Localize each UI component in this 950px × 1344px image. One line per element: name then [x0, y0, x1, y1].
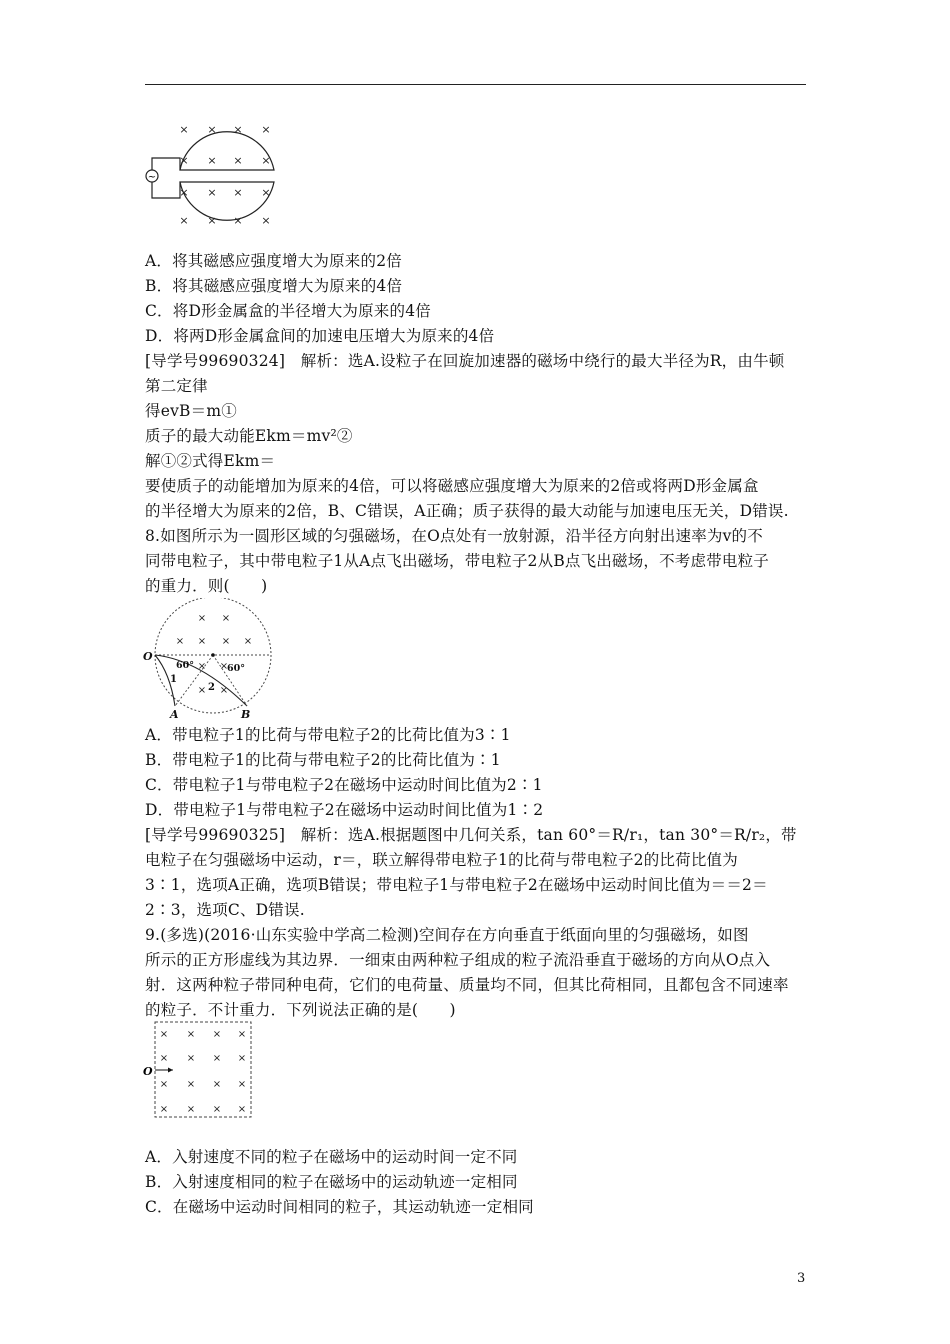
field-mark: × — [261, 154, 271, 167]
field-mark: × — [237, 1079, 247, 1090]
field-mark: × — [233, 186, 243, 199]
q9-option-b: B．入射速度相同的粒子在磁场中的运动轨迹一定相同 — [145, 1173, 518, 1191]
field-mark: × — [237, 1029, 247, 1040]
field-mark: × — [179, 186, 189, 199]
field-mark: × — [243, 636, 253, 647]
field-mark: × — [207, 214, 217, 227]
label-o: O — [143, 1065, 153, 1078]
field-mark: × — [175, 636, 185, 647]
field-mark: × — [207, 123, 217, 136]
field-mark: × — [212, 1104, 222, 1115]
field-mark: × — [186, 1104, 196, 1115]
field-mark: × — [197, 636, 207, 647]
field-mark: × — [159, 1079, 169, 1090]
q7-analysis-line: 解①②式得Ekm＝ — [145, 452, 276, 470]
q8-option-a: A．带电粒子1的比荷与带电粒子2的比荷比值为3∶1 — [145, 726, 511, 744]
label-b: B — [241, 708, 251, 720]
field-mark: × — [186, 1029, 196, 1040]
q7-analysis-line: 要使质子的动能增加为原来的4倍，可以将磁感应强度增大为原来的2倍或将两D形金属盒 — [145, 477, 759, 495]
angle-label-2: 60° — [227, 663, 245, 674]
field-mark: × — [261, 123, 271, 136]
q8-stem-line: 的重力．则( ) — [145, 577, 268, 595]
field-mark: × — [186, 1053, 196, 1064]
field-mark: × — [179, 214, 189, 227]
field-mark: × — [237, 1053, 247, 1064]
q8-option-d: D．带电粒子1与带电粒子2在磁场中运动时间比值为1∶2 — [145, 801, 544, 819]
q8-analysis-line: 3∶1，选项A正确，选项B错误；带电粒子1与带电粒子2在磁场中运动时间比值为＝＝2＝ — [145, 876, 768, 894]
q9-stem-line: 射．这两种粒子带同种电荷，它们的电荷量、质量均不同，但其比荷相同，且都包含不同速率 — [145, 976, 789, 994]
page-number: 3 — [797, 1271, 806, 1286]
field-mark: × — [212, 1079, 222, 1090]
field-mark: × — [221, 636, 231, 647]
q7-analysis-line: 的半径增大为原来的2倍，B、C错误，A正确；质子获得的最大动能与加速电压无关，D错误. — [145, 502, 789, 520]
q7-analysis-line: 得evB＝m① — [145, 402, 237, 420]
q9-option-c: C．在磁场中运动时间相同的粒子，其运动轨迹一定相同 — [145, 1198, 534, 1216]
q9-stem-line: 9.(多选)(2016·山东实验中学高二检测)空间存在方向垂直于纸面向里的匀强磁场，如图 — [145, 926, 749, 944]
header-rule — [145, 84, 806, 85]
field-mark: × — [212, 1029, 222, 1040]
q7-analysis-line: 质子的最大动能Ekm＝mv²② — [145, 427, 353, 445]
field-mark: × — [212, 1053, 222, 1064]
field-mark: × — [207, 186, 217, 199]
track-label-1: 1 — [170, 674, 177, 685]
q8-stem-line: 同带电粒子，其中带电粒子1从A点飞出磁场，带电粒子2从B点飞出磁场，不考虑带电粒子 — [145, 552, 770, 570]
field-mark: × — [261, 214, 271, 227]
q7-option-a: A．将其磁感应强度增大为原来的2倍 — [145, 252, 402, 270]
ac-source-symbol: ~ — [147, 172, 157, 183]
field-mark: × — [159, 1029, 169, 1040]
track-label-2: 2 — [208, 682, 215, 693]
field-mark: × — [197, 685, 207, 696]
q8-analysis-line: 电粒子在匀强磁场中运动，r＝，联立解得带电粒子1的比荷与带电粒子2的比荷比值为 — [145, 851, 738, 869]
angle-label-1: 60° — [176, 660, 194, 671]
q8-option-c: C．带电粒子1与带电粒子2在磁场中运动时间比值为2∶1 — [145, 776, 543, 794]
cyclotron-figure — [140, 118, 280, 230]
field-mark: × — [233, 214, 243, 227]
field-mark: × — [197, 661, 207, 672]
q9-option-a: A．入射速度不同的粒子在磁场中的运动时间一定不同 — [145, 1148, 518, 1166]
field-mark: × — [159, 1104, 169, 1115]
field-mark: × — [179, 154, 189, 167]
q7-option-b: B．将其磁感应强度增大为原来的4倍 — [145, 277, 403, 295]
field-mark: × — [261, 186, 271, 199]
q7-option-c: C．将D形金属盒的半径增大为原来的4倍 — [145, 302, 431, 320]
field-mark: × — [197, 613, 207, 624]
field-mark: × — [179, 123, 189, 136]
field-mark: × — [219, 661, 229, 672]
q9-stem-line: 的粒子．不计重力．下列说法正确的是( ) — [145, 1001, 456, 1019]
field-mark: × — [186, 1079, 196, 1090]
label-o: O — [143, 650, 153, 663]
q8-stem-line: 8.如图所示为一圆形区域的匀强磁场，在O点处有一放射源，沿半径方向射出速率为v的不 — [145, 527, 763, 545]
field-mark: × — [207, 154, 217, 167]
q8-analysis-line: 2∶3，选项C、D错误. — [145, 901, 305, 919]
q9-stem-line: 所示的正方形虚线为其边界．一细束由两种粒子组成的粒子流沿垂直于磁场的方向从O点入 — [145, 951, 771, 969]
circular-field-figure — [140, 598, 280, 720]
arrow-head — [168, 1068, 173, 1073]
upper-d-box — [180, 132, 274, 170]
center-point — [211, 653, 215, 657]
q7-analysis-line: 第二定律 — [145, 377, 208, 395]
label-a: A — [170, 708, 179, 720]
lower-d-box — [180, 182, 274, 220]
q7-analysis-line: [导学号99690324] 解析：选A.设粒子在回旋加速器的磁场中绕行的最大半径为R，由牛顿 — [145, 352, 785, 370]
q7-option-d: D．将两D形金属盒间的加速电压增大为原来的4倍 — [145, 327, 495, 345]
field-mark: × — [159, 1053, 169, 1064]
q8-option-b: B．带电粒子1的比荷与带电粒子2的比荷比值为∶1 — [145, 751, 501, 769]
field-mark: × — [237, 1104, 247, 1115]
field-mark: × — [221, 613, 231, 624]
field-mark: × — [219, 685, 229, 696]
field-mark: × — [233, 154, 243, 167]
square-field-figure — [140, 1020, 260, 1120]
q8-analysis-line: [导学号99690325] 解析：选A.根据题图中几何关系，tan 60°＝R/r₁，tan 30°＝R/r₂，带 — [145, 826, 797, 844]
field-mark: × — [233, 123, 243, 136]
